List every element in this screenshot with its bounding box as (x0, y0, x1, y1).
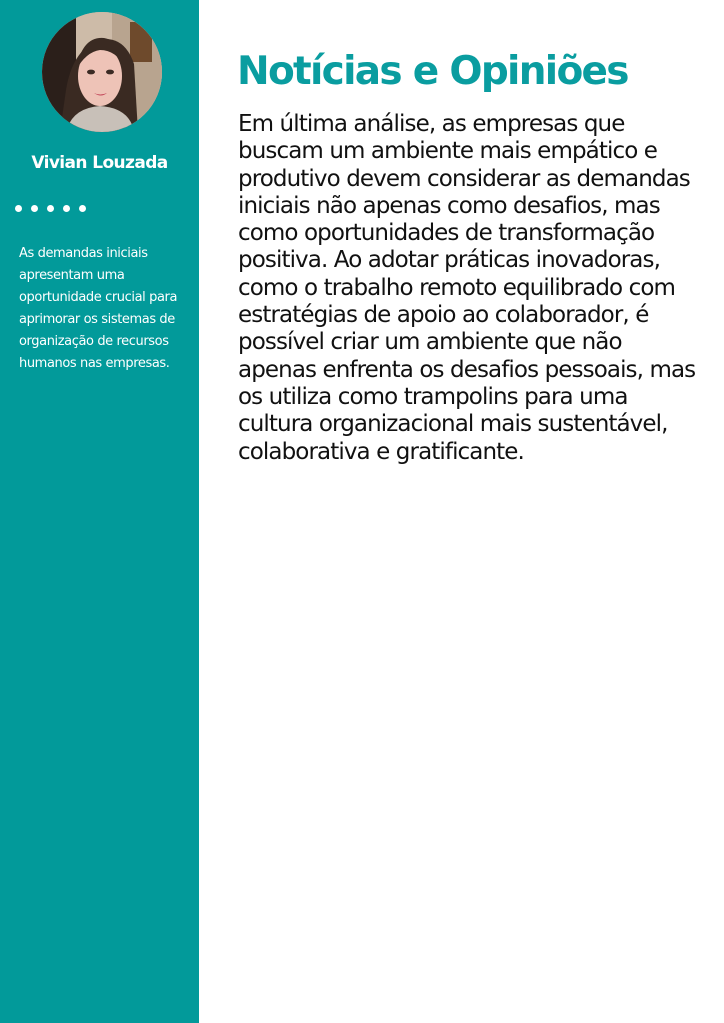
dot-divider (15, 205, 86, 212)
article-body: Em última análise, as empresas que buscam um ambiente mais empático e produtivo devem considerar as demandas iniciais não apenas como desafios, mas como oportunidades de transformação positiva. Ao adotar práticas inovadoras, como o trabalho remoto equilibrado com estratégias de apoio ao colaborador, é possível criar um ambiente que não apenas enfrenta os desafios pessoais, mas os utiliza como trampolins para uma cultura organizacional mais sustentável, colaborativa e gratificante. (238, 111, 696, 465)
dot-1 (15, 205, 22, 212)
dot-2 (31, 205, 38, 212)
dot-4 (63, 205, 70, 212)
page-title: Notícias e Opiniões (237, 49, 628, 94)
sidebar (0, 0, 199, 1023)
dot-3 (47, 205, 54, 212)
avatar (42, 12, 162, 132)
author-name: Vivian Louzada (31, 153, 168, 173)
dot-5 (79, 205, 86, 212)
author-photo (42, 12, 162, 132)
sidebar-summary: As demandas iniciais apresentam uma oportunidade crucial para aprimorar os sistemas de organização de recursos humanos nas empresas. (19, 246, 178, 371)
